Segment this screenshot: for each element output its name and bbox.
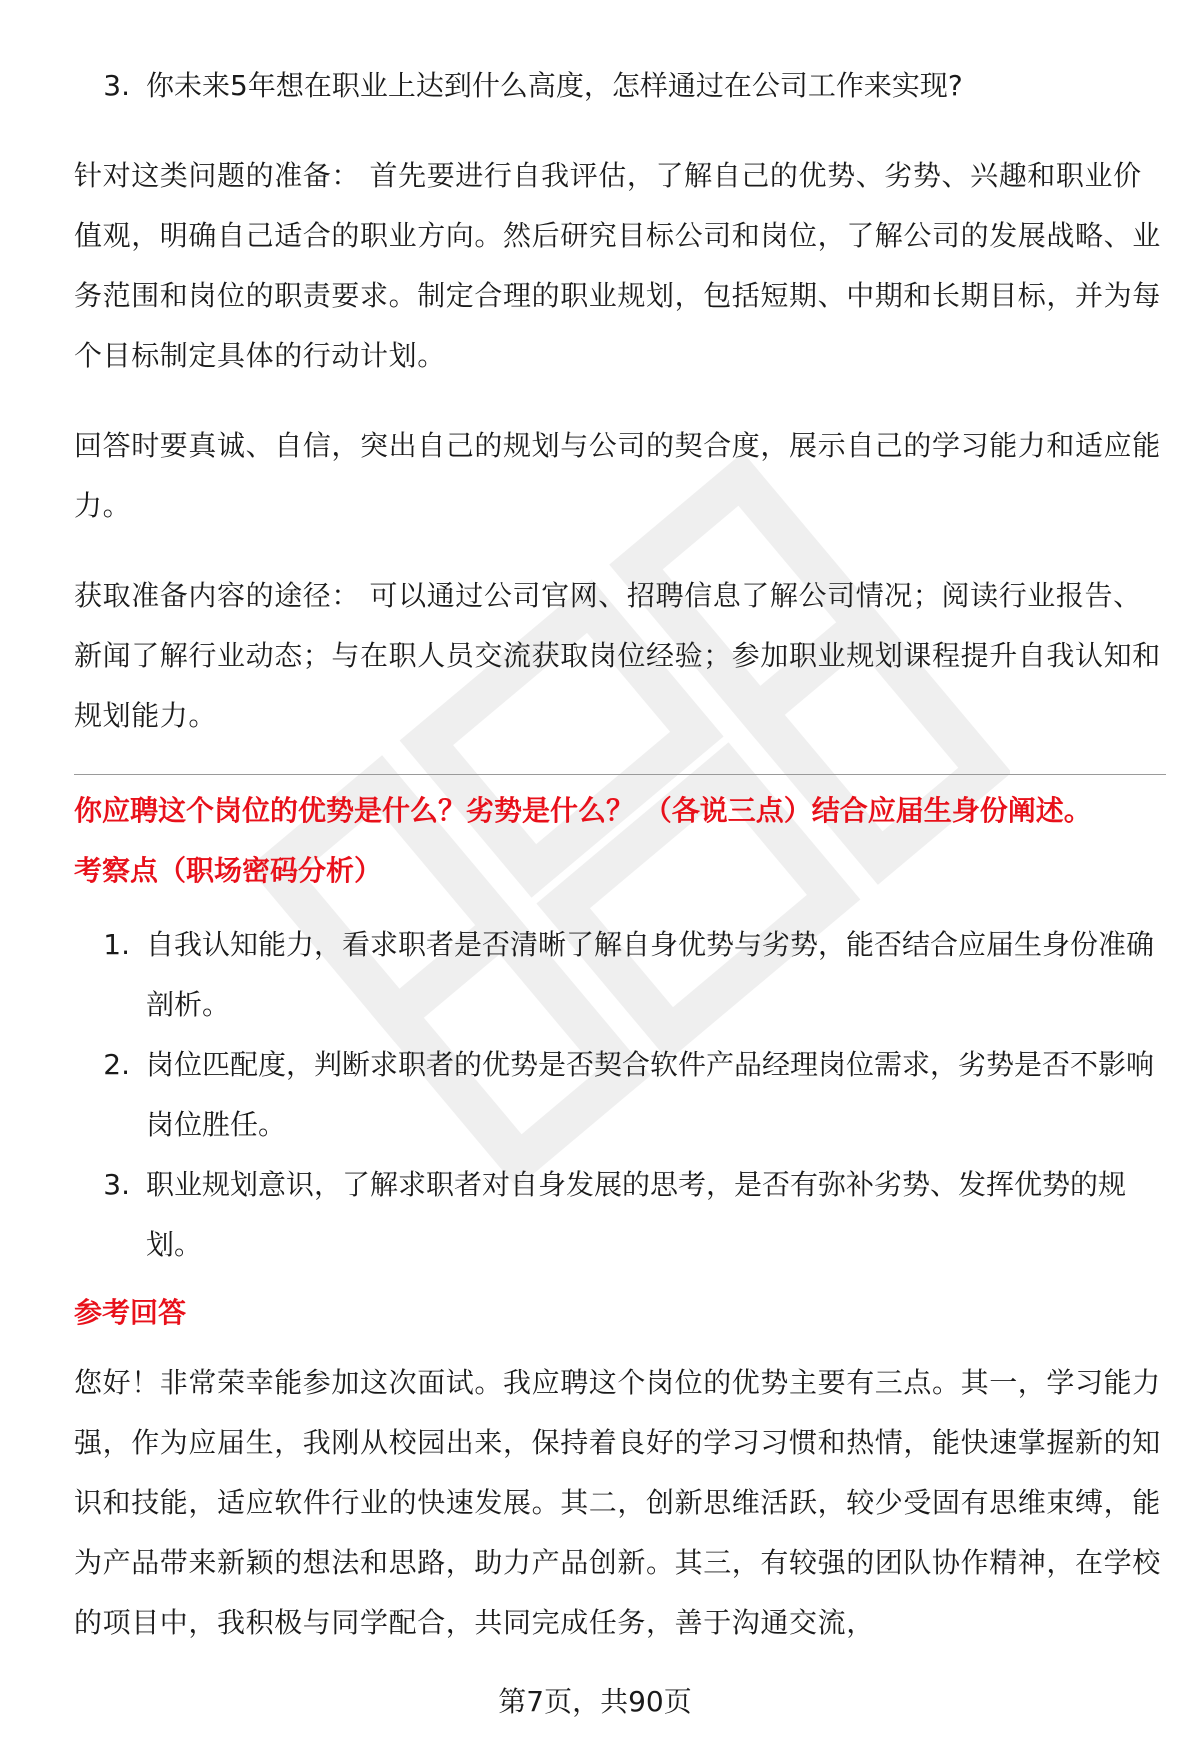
reference-answer-paragraph: 您好！非常荣幸能参加这次面试。我应聘这个岗位的优势主要有三点。其一，学习能力强，作为应届生，我刚从校园出来，保持着良好的学习习惯和热情，能快速掌握新的知识和技能，适应软件行业的快速发展。其二，创新思维活跃，较少受固有思维束缚，能为产品带来新颖的想法和思路，助力产品创新。其三，有较强的团队协作精神，在学校的项目中，我积极与同学配合，共同完成任务，善于沟通交流， <box>74 1366 1161 1639</box>
top-question-number: 3. <box>103 69 130 102</box>
list-item-text: 岗位匹配度，判断求职者的优势是否契合软件产品经理岗位需求，劣势是否不影响岗位胜任。 <box>146 1048 1155 1141</box>
answer-tip-paragraph: 回答时要真诚、自信，突出自己的规划与公司的契合度，展示自己的学习能力和适应能力。 <box>74 429 1161 522</box>
reference-answer-title: 参考回答 <box>74 1296 187 1329</box>
list-item-number: 1. <box>103 928 130 961</box>
page-footer: 第7页，共90页 <box>498 1685 692 1718</box>
prep-paragraph: 针对这类问题的准备： 首先要进行自我评估，了解自己的优势、劣势、兴趣和职业价值观，明确自己适合的职业方向。然后研究目标公司和岗位，了解公司的发展战略、业务范围和岗位的职责要求。制定合理的职业规划，包括短期、中期和长期目标，并为每个目标制定具体的行动计划。 <box>74 159 1161 372</box>
list-item-number: 3. <box>103 1168 130 1201</box>
sources-paragraph: 获取准备内容的途径： 可以通过公司官网、招聘信息了解公司情况；阅读行业报告、新闻了解行业动态；与在职人员交流获取岗位经验；参加职业规划课程提升自我认知和规划能力。 <box>74 579 1161 732</box>
list-item <box>74 915 1166 1035</box>
list-item <box>74 1155 1166 1275</box>
top-question-text: 你未来5年想在职业上达到什么高度，怎样通过在公司工作来实现? <box>146 69 963 102</box>
list-item <box>74 1035 1166 1155</box>
document-page <box>74 56 1166 1653</box>
exam-points-list <box>74 915 1166 1275</box>
list-item-text: 职业规划意识，了解求职者对自身发展的思考，是否有弥补劣势、发挥优势的规划。 <box>146 1168 1127 1261</box>
section-question: 你应聘这个岗位的优势是什么？劣势是什么？ （各说三点）结合应届生身份阐述。 <box>74 794 1092 827</box>
section-divider <box>74 774 1166 775</box>
exam-points-title: 考察点（职场密码分析） <box>74 854 383 887</box>
top-question <box>74 56 1166 116</box>
list-item-text: 自我认知能力，看求职者是否清晰了解自身优势与劣势，能否结合应届生身份准确剖析。 <box>146 928 1155 1021</box>
list-item-number: 2. <box>103 1048 130 1081</box>
